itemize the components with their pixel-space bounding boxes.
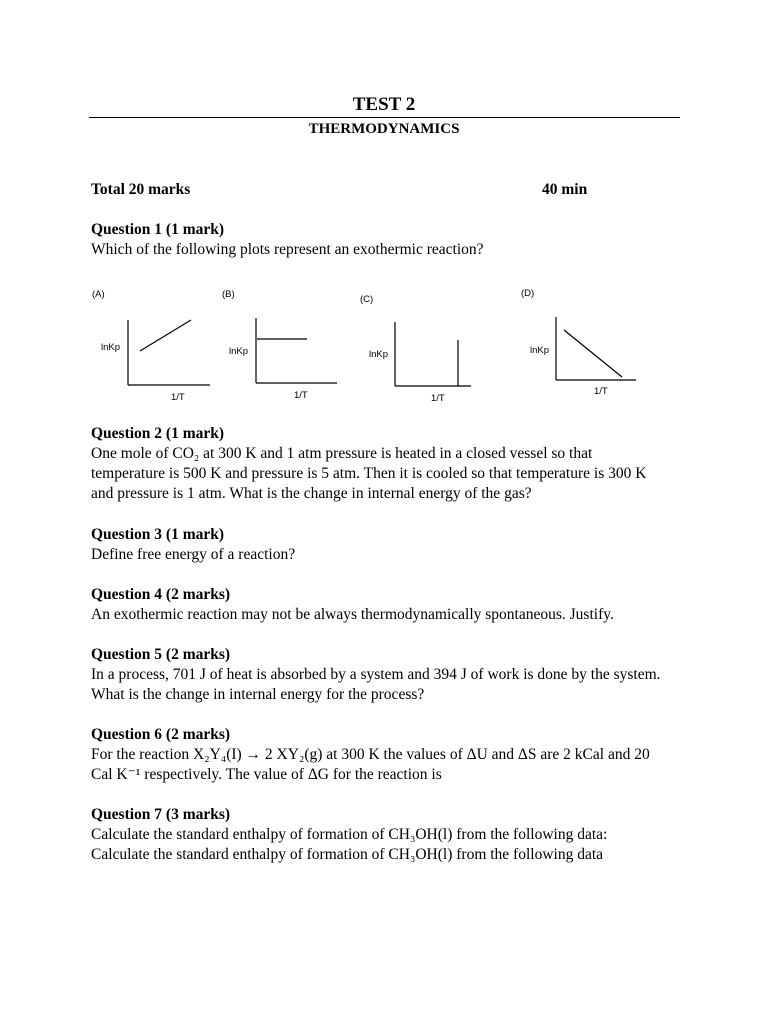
plot-a-label: (A) — [92, 289, 105, 300]
question-5 — [91, 645, 686, 705]
time-limit: 40 min — [542, 181, 588, 198]
plot-d-xlabel: 1/T — [594, 386, 608, 397]
title-rule — [89, 117, 680, 118]
plot-a-curve — [140, 320, 191, 351]
plot-c-label: (C) — [360, 294, 374, 305]
plot-d-ylabel: lnKp — [530, 345, 550, 356]
question-text: For the reaction X₂Y₄(I) → 2 XY₂(g) at 300 K the values of ΔU and ΔS are 2 kCal and 20 Cal K⁻¹ respectively. The value of ΔG for the reaction is — [91, 746, 650, 783]
question-text-repeat: Calculate the standard enthalpy of formation of CH₃OH(l) from the following data — [91, 846, 604, 863]
question-heading: Question 2 (1 mark) — [91, 425, 225, 442]
plot-d-curve — [564, 330, 622, 377]
question-1-plots — [0, 280, 768, 410]
question-7 — [91, 805, 691, 865]
question-text: An exothermic reaction may not be always thermodynamically spontaneous. Justify. — [91, 606, 614, 623]
question-text: Define free energy of a reaction? — [91, 546, 296, 563]
plot-b-ylabel: lnKp — [229, 346, 249, 357]
question-heading: Question 6 (2 marks) — [91, 726, 231, 743]
plot-d — [521, 288, 636, 397]
total-marks: Total 20 marks — [91, 181, 191, 198]
plot-a-ylabel: lnKp — [101, 342, 121, 353]
page-title: TEST 2 — [352, 94, 416, 115]
plot-a-xlabel: 1/T — [171, 392, 185, 403]
question-text: Calculate the standard enthalpy of formation of CH₃OH(l) from the following data: — [91, 826, 608, 843]
plot-c-ylabel: lnKp — [369, 349, 389, 360]
question-2 — [91, 424, 661, 504]
question-3 — [91, 525, 691, 565]
question-heading: Question 1 (1 mark) — [91, 221, 225, 238]
question-6 — [91, 725, 661, 785]
plot-b-xlabel: 1/T — [294, 390, 308, 401]
plot-b — [222, 289, 337, 401]
plot-b-label: (B) — [222, 289, 235, 300]
question-heading: Question 5 (2 marks) — [91, 646, 231, 663]
plot-c — [360, 294, 471, 404]
question-text: Which of the following plots represent an exothermic reaction? — [91, 241, 484, 258]
plot-a — [92, 289, 210, 403]
question-heading: Question 7 (3 marks) — [91, 806, 231, 823]
plot-c-xlabel: 1/T — [431, 393, 445, 404]
question-4 — [91, 585, 691, 625]
question-text: In a process, 701 J of heat is absorbed by a system and 394 J of work is done by the system. What is the change in internal energy for the process? — [91, 666, 661, 703]
plots-figure — [0, 280, 768, 410]
page-subtitle: THERMODYNAMICS — [308, 121, 460, 137]
question-heading: Question 4 (2 marks) — [91, 586, 231, 603]
question-1 — [91, 220, 691, 260]
plot-d-label: (D) — [521, 288, 535, 299]
question-text: One mole of CO₂ at 300 K and 1 atm pressure is heated in a closed vessel so that temperature is 500 K and pressure is 5 atm. Then it is cooled so that temperature is 300 K and pressure is 1 atm. What is the change in internal energy of the gas? — [91, 445, 647, 502]
question-heading: Question 3 (1 mark) — [91, 526, 225, 543]
